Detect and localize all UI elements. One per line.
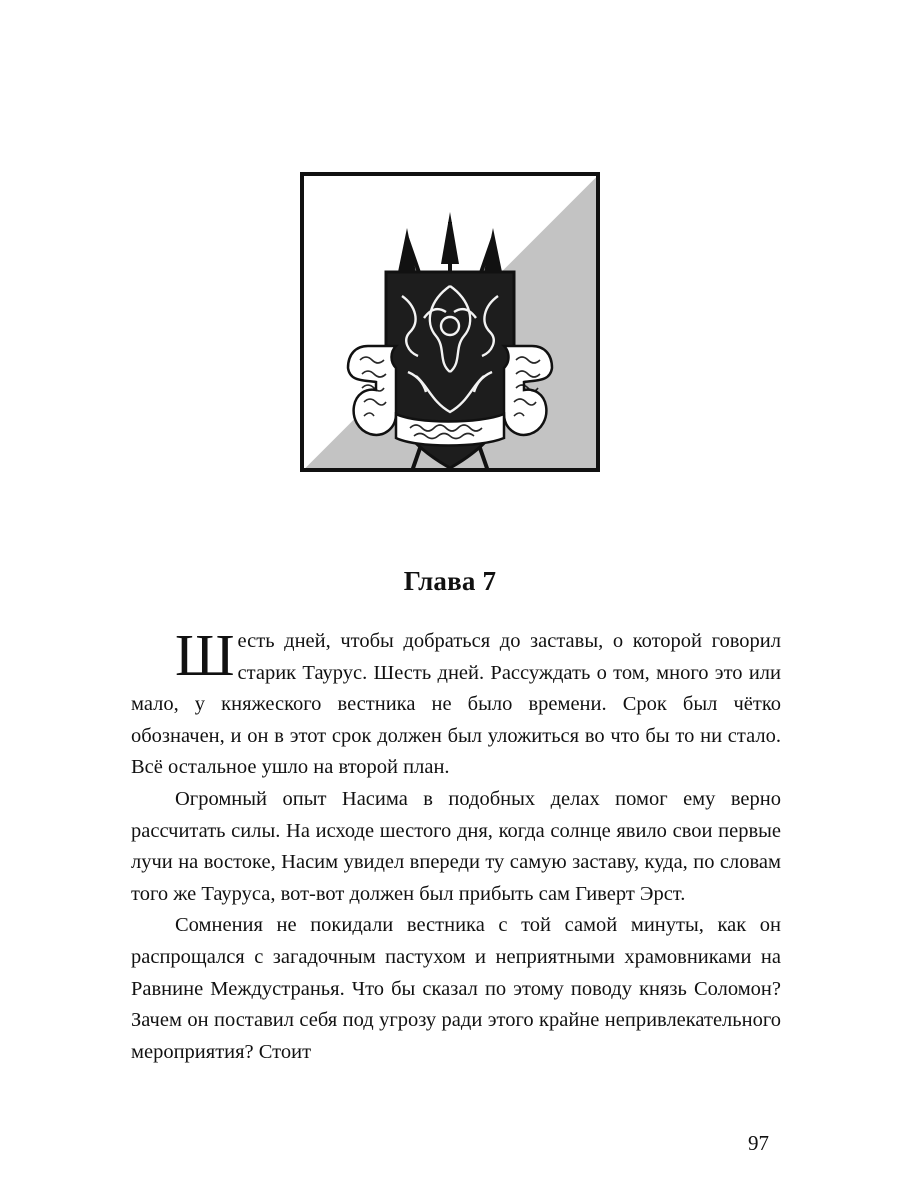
- body-text: [131, 622, 781, 1068]
- drop-cap: Ш: [175, 622, 235, 688]
- chapter-emblem-container: [0, 172, 900, 472]
- emblem-artwork: [304, 176, 596, 468]
- paragraph: [131, 622, 781, 784]
- paragraph: Огромный опыт Насима в подобных делах помог ему верно рассчитать силы. На исходе шестого дня, когда солнце явило свои первые лучи на востоке, Насим увидел впереди ту самую заставу, куда, по словам того же Тауруса, вот-вот должен был прибыть сам Гиверт Эрст.: [131, 787, 781, 905]
- page-number: 97: [748, 1131, 769, 1155]
- paragraph: Сомнения не покидали вестника с той самой минуты, как он распрощался с загадочным пастухом и неприятными храмовниками на Равнине Междустранья. Что бы сказал по этому поводу князь Соломон? Зачем он поставил себя под угрозу ради этого крайне непривлекательного мероприятия? Стоит: [131, 914, 781, 1063]
- paragraph-text: есть дней, чтобы добраться до заставы, о которой говорил старик Таурус. Шесть дней. Рассуждать о том, много это или мало, у княжеского вестника не было времени. Срок был чётко обозначен, и он в этот срок должен был уложиться во что бы то ни стало. Всё остальное ушло на второй план.: [131, 630, 781, 779]
- chapter-title: Глава 7: [403, 566, 497, 596]
- chapter-emblem: [300, 172, 600, 472]
